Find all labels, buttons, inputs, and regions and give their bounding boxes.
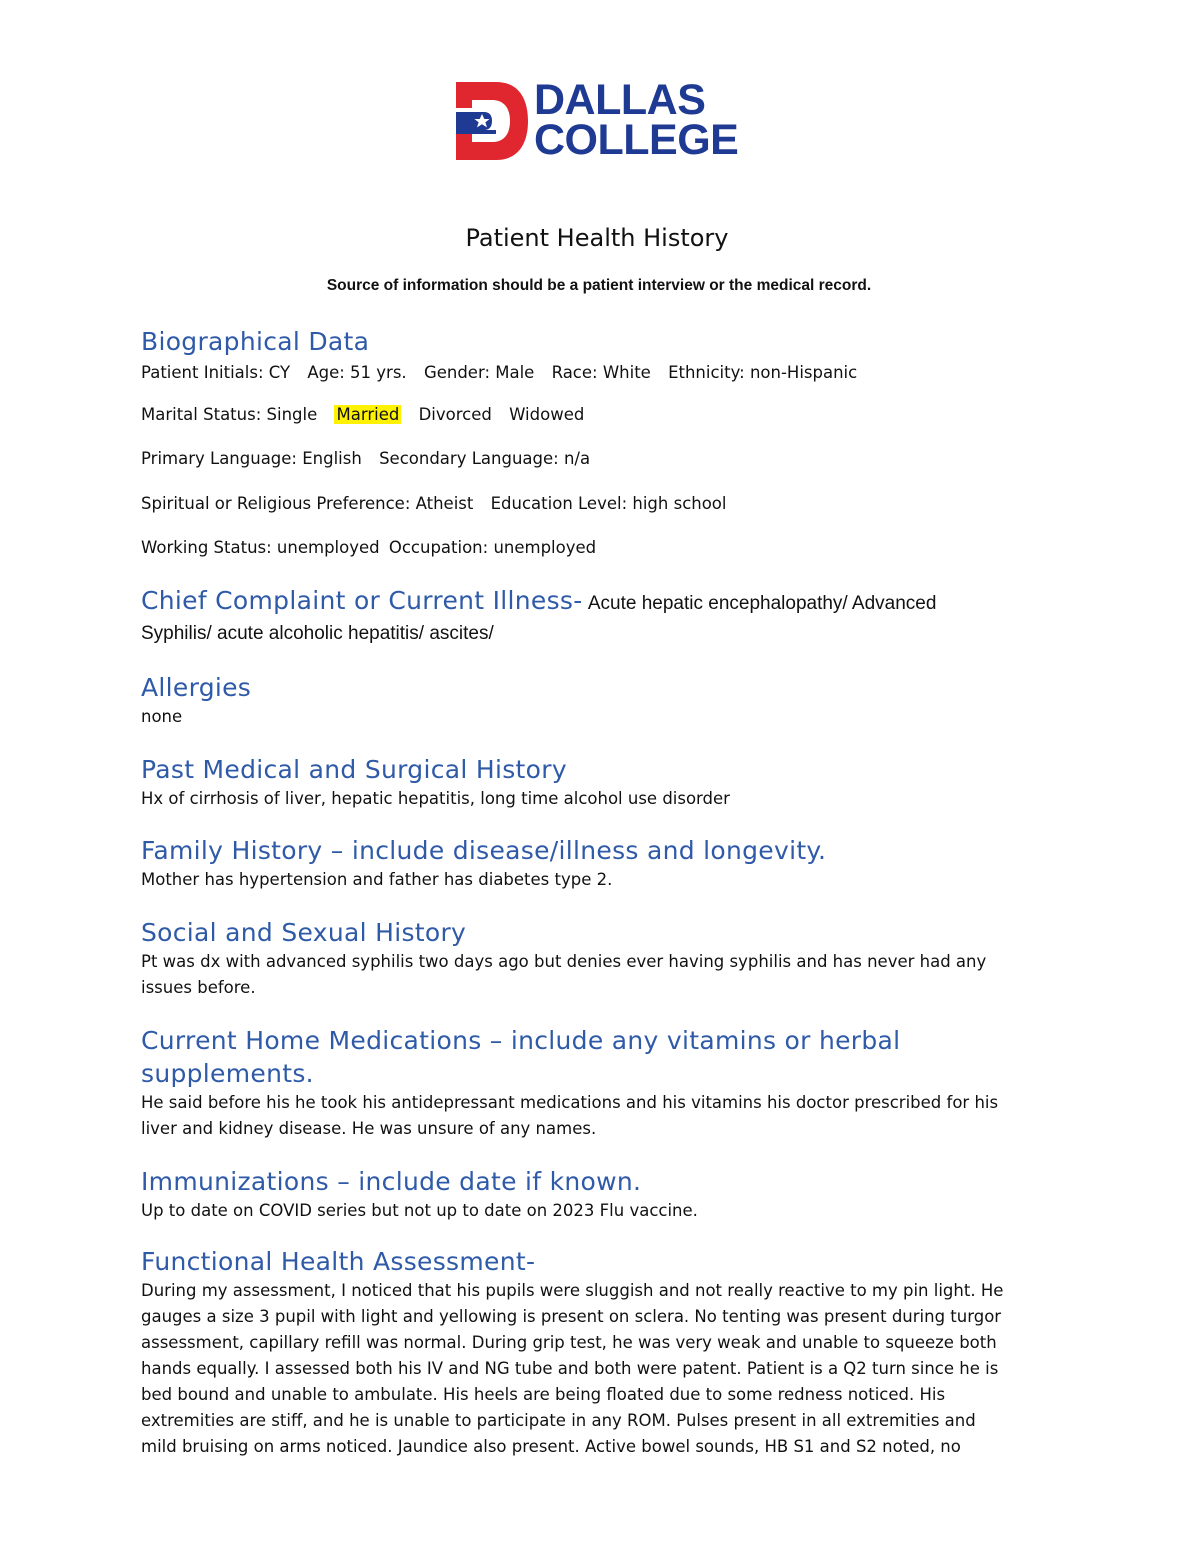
chief-complaint-text-1: Acute hepatic encephalopathy/ Advanced [587, 593, 937, 614]
marital-status-label: Marital Status: Single [141, 405, 318, 424]
logo-line-1: DALLAS [534, 76, 706, 124]
immunizations-heading: Immunizations – include date if known. [141, 1167, 642, 1196]
past-history-text: Hx of cirrhosis of liver, hepatic hepatitis, long time alcohol use disorder [141, 789, 730, 808]
page-title: Patient Health History [465, 224, 729, 252]
allergies-section [141, 671, 1051, 730]
functional-line: extremities are stiff, and he is unable to participate in any ROM. Pulses present in all extremities and [141, 1411, 976, 1430]
family-history-text: Mother has hypertension and father has diabetes type 2. [141, 870, 613, 889]
dallas-college-logo [456, 76, 746, 164]
logo-d-mark-icon [456, 82, 532, 160]
functional-line: gauges a size 3 pupil with light and yellowing is present on sclera. No tenting was present during turgor [141, 1307, 1002, 1326]
chief-complaint-heading: Chief Complaint or Current Illness- [141, 586, 583, 615]
allergies-text: none [141, 707, 183, 726]
secondary-language: Secondary Language: n/a [379, 449, 591, 468]
functional-line: bed bound and unable to ambulate. His heels are being floated due to some redness noticed. His [141, 1385, 946, 1404]
immunizations-text: Up to date on COVID series but not up to date on 2023 Flu vaccine. [141, 1201, 698, 1220]
family-history-heading: Family History – include disease/illness and longevity. [141, 836, 827, 865]
demographics-line [141, 360, 1051, 386]
spiritual-preference: Spiritual or Religious Preference: Atheist [141, 494, 474, 513]
marital-status-line [141, 402, 1051, 428]
patient-initials: Patient Initials: CY [141, 363, 291, 382]
chief-complaint-section [141, 586, 1051, 649]
medications-heading-1: Current Home Medications – include any vitamins or herbal [141, 1026, 901, 1055]
chief-complaint-line-1 [141, 586, 1051, 619]
biographical-section [141, 325, 1051, 386]
biographical-heading: Biographical Data [141, 327, 370, 356]
functional-line: mild bruising on arms noticed. Jaundice also present. Active bowel sounds, HB S1 and S2 noted, no [141, 1437, 961, 1456]
page-subtitle: Source of information should be a patient interview or the medical record. [326, 277, 872, 294]
functional-line: hands equally. I assessed both his IV and NG tube and both were patent. Patient is a Q2 turn since he is [141, 1359, 999, 1378]
marital-status-selected: Married [336, 405, 400, 424]
social-history-line-1: Pt was dx with advanced syphilis two days ago but denies ever having syphilis and has never had any [141, 952, 987, 971]
patient-age: Age: 51 yrs. [307, 363, 407, 382]
family-history-section [141, 834, 1051, 893]
marital-option-divorced: Divorced [418, 405, 492, 424]
functional-assessment-section [141, 1245, 1051, 1460]
occupation: Occupation: unemployed [388, 538, 597, 557]
education-level: Education Level: high school [490, 494, 727, 513]
working-status: Working Status: unemployed [141, 538, 380, 557]
medications-line-1: He said before his he took his antidepressant medications and his vitamins his doctor prescribed for his [141, 1093, 999, 1112]
immunizations-section [141, 1165, 1051, 1224]
social-history-section [141, 916, 1051, 1001]
working-status-line [141, 535, 1051, 561]
language-line [141, 446, 1051, 472]
medications-line-2: liver and kidney disease. He was unsure of any names. [141, 1119, 597, 1138]
patient-gender: Gender: Male [423, 363, 535, 382]
chief-complaint-text-2: Syphilis/ acute alcoholic hepatitis/ ascites/ [141, 623, 494, 644]
functional-heading: Functional Health Assessment- [141, 1247, 536, 1276]
social-history-line-2: issues before. [141, 978, 256, 997]
logo-line-2: COLLEGE [534, 116, 739, 164]
allergies-heading: Allergies [141, 673, 252, 702]
marital-option-widowed: Widowed [509, 405, 585, 424]
functional-line: During my assessment, I noticed that his pupils were sluggish and not really reactive to my pin light. He [141, 1281, 1004, 1300]
past-history-heading: Past Medical and Surgical History [141, 755, 567, 784]
patient-race: Race: White [551, 363, 651, 382]
medications-heading-2: supplements. [141, 1059, 314, 1088]
patient-ethnicity: Ethnicity: non-Hispanic [668, 363, 858, 382]
medications-section [141, 1024, 1051, 1142]
social-history-heading: Social and Sexual History [141, 918, 467, 947]
logo-wordmark [534, 76, 739, 164]
religion-education-line [141, 491, 1051, 517]
past-history-section [141, 753, 1051, 812]
primary-language: Primary Language: English [141, 449, 362, 468]
functional-line: assessment, capillary refill was normal. During grip test, he was very weak and unable to squeeze both [141, 1333, 997, 1352]
